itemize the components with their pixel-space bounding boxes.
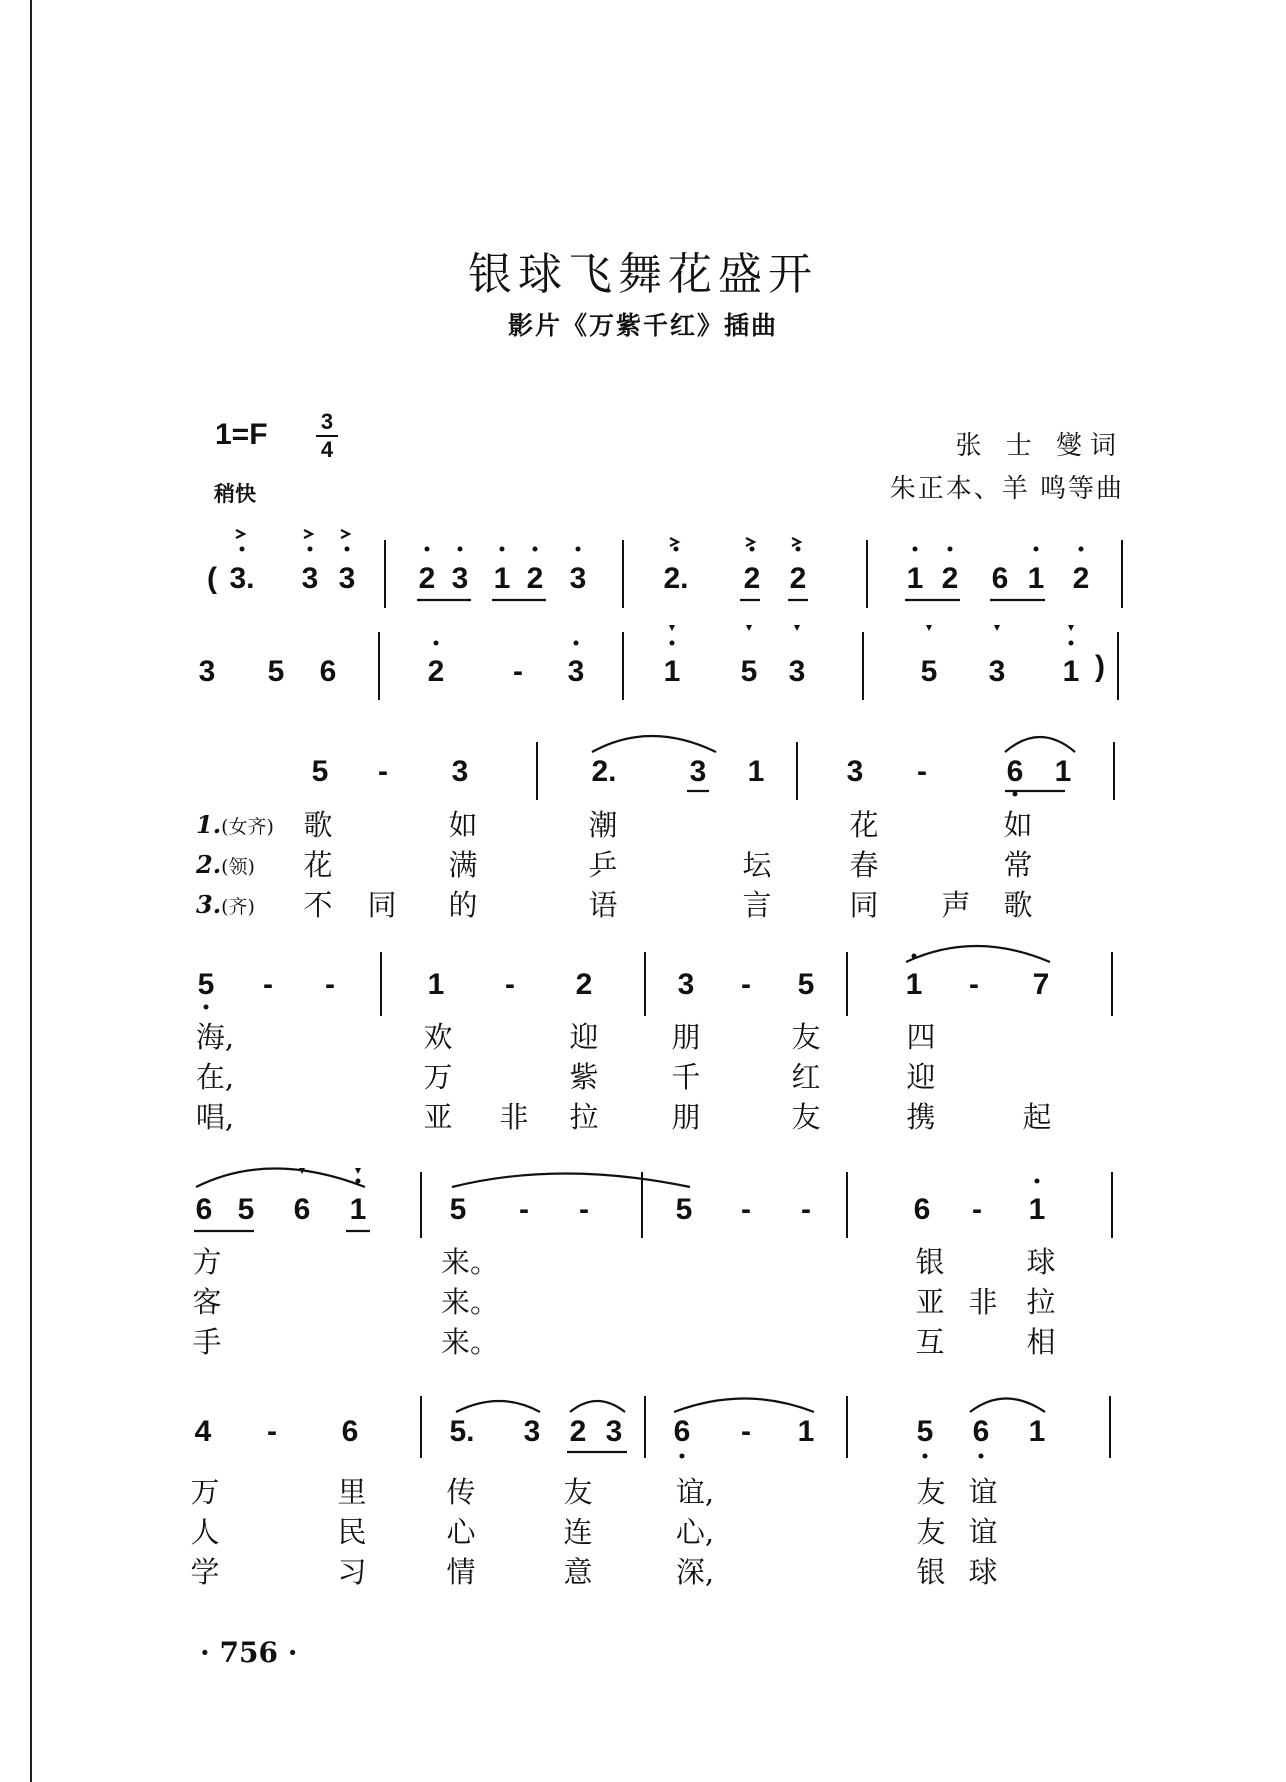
composer-credit: 朱正本、羊 鸣等曲 (889, 474, 1124, 504)
lyric: 声 (941, 888, 971, 922)
open-paren: ( (207, 562, 217, 595)
lyric: 潮 (588, 808, 618, 842)
lyric: 海, (195, 1020, 235, 1054)
note: 1 (427, 968, 445, 1001)
note: 1 (797, 1415, 815, 1448)
lyric: 深, (675, 1555, 715, 1589)
lyric: 银 (916, 1555, 946, 1589)
lyric: 红 (791, 1060, 821, 1094)
note: 2 (569, 1415, 587, 1448)
lyric: 学 (190, 1555, 220, 1589)
note: - (513, 655, 523, 688)
lyric: 常 (1003, 848, 1033, 882)
note: 6 (972, 1415, 990, 1448)
note: - (741, 1415, 751, 1448)
lyric: 银 (915, 1245, 945, 1279)
note: 5 (740, 655, 758, 688)
lyric: 球 (1026, 1245, 1056, 1279)
note: 6 (195, 1193, 213, 1226)
lyric: 朋 (671, 1020, 701, 1054)
note: - (917, 755, 927, 788)
note: - (267, 1415, 277, 1448)
note: - (505, 968, 515, 1001)
note: 3 (569, 562, 587, 595)
note: 5 (916, 1415, 934, 1448)
note: 1 (747, 755, 765, 788)
lyric: 来。 (440, 1245, 500, 1279)
slur (196, 1169, 365, 1188)
lyricist-credit: 张 士 燮词 (955, 431, 1124, 461)
page-number: · 756 · (200, 1636, 298, 1669)
lyric: 球 (968, 1555, 998, 1589)
lyric: 如 (448, 808, 478, 842)
lyric: 春 (849, 848, 879, 882)
lyric: 歌 (303, 808, 333, 842)
note: - (741, 1193, 751, 1226)
note: 2 (743, 562, 761, 595)
slur (1005, 737, 1075, 752)
note: 1 (1054, 755, 1072, 788)
lyric: 起 (1022, 1100, 1052, 1134)
note: - (741, 968, 751, 1001)
note: 2 (1072, 562, 1090, 595)
note: 7 (1032, 968, 1050, 1001)
lyric: 意 (563, 1555, 593, 1589)
note: - (378, 755, 388, 788)
note: 1 (1062, 655, 1080, 688)
lyric: 言 (742, 888, 772, 922)
note: 5. (449, 1415, 475, 1448)
lyric: 朋 (671, 1100, 701, 1134)
note: 3 (846, 755, 864, 788)
lyric: 手 (192, 1325, 222, 1359)
song-subtitle: 影片《万紫千红》插曲 (507, 311, 778, 340)
lyric: 民 (337, 1515, 367, 1549)
note: 3 (338, 562, 356, 595)
verse-label: 3.(齐) (196, 890, 255, 919)
verse-label: 1.(女齐) (196, 810, 274, 839)
key-signature: 1=F (215, 418, 268, 451)
note: 2 (575, 968, 593, 1001)
lyric: 千 (671, 1060, 701, 1094)
note: - (972, 1193, 982, 1226)
lyric: 习 (337, 1555, 367, 1589)
lyric: 迎 (569, 1020, 599, 1054)
lyric: 友 (916, 1515, 946, 1549)
lyric: 四 (906, 1020, 936, 1054)
note: 5 (237, 1193, 255, 1226)
lyric: 来。 (440, 1325, 500, 1359)
note: 5 (267, 655, 285, 688)
note: 2 (526, 562, 544, 595)
note: 3 (523, 1415, 541, 1448)
note: 5 (920, 655, 938, 688)
note: 1 (493, 562, 511, 595)
lyric: 花 (849, 808, 879, 842)
lyric: 相 (1026, 1325, 1056, 1359)
note: 1 (905, 968, 923, 1001)
lyric: 万 (190, 1475, 220, 1509)
note: 2. (591, 755, 617, 788)
note: 2 (789, 562, 807, 595)
note: 1 (1028, 1415, 1046, 1448)
note: 3 (451, 562, 469, 595)
note: - (969, 968, 979, 1001)
time-signature-top: 3 (320, 409, 334, 434)
lyric: 谊 (968, 1515, 998, 1549)
note: 3. (229, 562, 255, 595)
lyric: 如 (1003, 808, 1033, 842)
note: 2 (941, 562, 959, 595)
lyric: 不 (303, 888, 333, 922)
lyric: 谊, (675, 1475, 715, 1509)
lyric: 连 (563, 1515, 593, 1549)
lyric: 乒 (588, 848, 618, 882)
lyric: 拉 (1026, 1285, 1056, 1319)
lyric: 的 (448, 888, 478, 922)
time-signature-bottom: 4 (320, 437, 334, 462)
lyric: 方 (192, 1245, 222, 1279)
slur (570, 1401, 625, 1412)
lyric: 满 (448, 848, 478, 882)
note: 1 (1027, 562, 1045, 595)
lyric: 坛 (742, 848, 772, 882)
note: 3 (605, 1415, 623, 1448)
note: 6 (673, 1415, 691, 1448)
lyric: 欢 (423, 1020, 453, 1054)
note: 1 (906, 562, 924, 595)
note: 3 (301, 562, 319, 595)
note: 2. (663, 562, 689, 595)
lyric: 友 (563, 1475, 593, 1509)
note: - (801, 1193, 811, 1226)
lyric: 传 (446, 1475, 476, 1509)
note: 6 (913, 1193, 931, 1226)
accent-mark (236, 530, 800, 546)
lyric: 迎 (906, 1060, 936, 1094)
lyric: 歌 (1003, 888, 1033, 922)
slur (674, 1399, 814, 1413)
note: 5 (449, 1193, 467, 1226)
note: 3 (689, 755, 707, 788)
lyric: 在, (195, 1060, 235, 1094)
verse-label: 2.(领) (196, 850, 255, 879)
note: 5 (675, 1193, 693, 1226)
lyric: 客 (192, 1285, 222, 1319)
lyric: 携 (906, 1100, 936, 1134)
slur (592, 736, 716, 752)
note: 3 (988, 655, 1006, 688)
lyric: 友 (791, 1020, 821, 1054)
note: 3 (451, 755, 469, 788)
note: 6 (319, 655, 337, 688)
note: - (263, 968, 273, 1001)
note: 6 (991, 562, 1009, 595)
note: - (519, 1193, 529, 1226)
note: 1 (1028, 1193, 1046, 1226)
note: 2 (418, 562, 436, 595)
lyric: 心 (446, 1515, 476, 1549)
lyric: 友 (916, 1475, 946, 1509)
slur (456, 1401, 540, 1412)
lyric: 非 (968, 1285, 998, 1319)
note: - (325, 968, 335, 1001)
lyric: 谊 (968, 1475, 998, 1509)
tempo-marking: 稍快 (214, 482, 256, 506)
lyric: 里 (337, 1475, 367, 1509)
lyric: 同 (367, 888, 397, 922)
lyric: 紫 (569, 1060, 599, 1094)
lyric: 唱, (195, 1100, 235, 1134)
slur (970, 1399, 1045, 1413)
slur (906, 946, 1050, 962)
lyric: 语 (588, 888, 618, 922)
lyric: 友 (791, 1100, 821, 1134)
lyric: 同 (849, 888, 879, 922)
note: 6 (341, 1415, 359, 1448)
note: 5 (797, 968, 815, 1001)
note: 3 (677, 968, 695, 1001)
note: 3 (788, 655, 806, 688)
lyric: 心, (675, 1515, 715, 1549)
note: 5 (197, 968, 215, 1001)
lyric: 来。 (440, 1285, 500, 1319)
lyric: 亚 (915, 1285, 945, 1319)
lyric: 人 (190, 1515, 220, 1549)
note: 1 (663, 655, 681, 688)
slur (452, 1174, 690, 1188)
note: 5 (311, 755, 329, 788)
note: 1 (349, 1193, 367, 1226)
note: 4 (194, 1415, 212, 1448)
note: 6 (293, 1193, 311, 1226)
note: - (579, 1193, 589, 1226)
note: 6 (1006, 755, 1024, 788)
lyric: 非 (499, 1100, 529, 1134)
note: 3 (198, 655, 216, 688)
note: 3 (567, 655, 585, 688)
lyric: 万 (423, 1060, 453, 1094)
lyric: 互 (915, 1325, 945, 1359)
lyric: 情 (446, 1555, 476, 1589)
close-paren: ) (1095, 650, 1105, 683)
note: 2 (427, 655, 445, 688)
lyric: 花 (303, 848, 333, 882)
lyric: 拉 (569, 1100, 599, 1134)
song-title: 银球飞舞花盛开 (468, 249, 818, 300)
lyric: 亚 (423, 1100, 453, 1134)
